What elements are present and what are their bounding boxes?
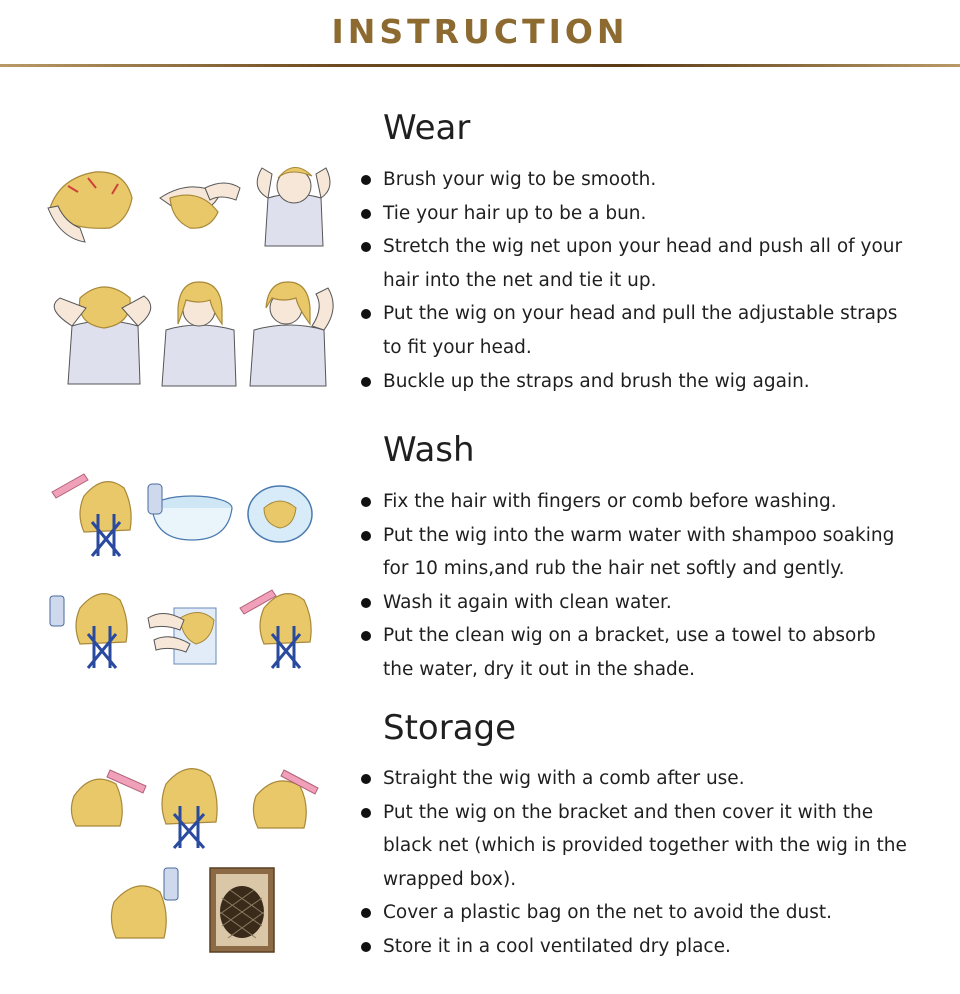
list-item: Tie your hair up to be a bun. [358,197,948,231]
list-item: Straight the wig with a comb after use. [358,762,948,796]
list-item: Store it in a cool ventilated dry place. [358,930,948,964]
list-item: Put the clean wig on a bracket, use a towel to absorb the water, dry it out in the shade. [358,619,948,686]
adjust-straps-figure-icon [250,282,333,386]
comb-wig-on-stand-icon [52,474,131,556]
list-item: Stretch the wig net upon your head and push all of your hair into the net and tie it up. [358,230,948,297]
dry-wig-on-stand-icon [240,590,311,668]
brush-wig-figure-icon [48,172,132,242]
wash-heading: Wash [383,430,475,470]
page-title: INSTRUCTION [331,12,629,51]
list-item: Brush your wig to be smooth. [358,163,948,197]
tie-bun-hands-icon [160,183,240,228]
storage-illustrations [70,756,330,956]
wear-steps-list [358,163,948,398]
list-item: Buckle up the straps and brush the wig again. [358,365,948,399]
storage-steps-list [358,762,948,964]
list-item: Put the wig into the warm water with shampoo soaking for 10 mins,and rub the hair net softly and gently. [358,519,948,586]
wear-illustrations [40,158,340,394]
comb-wig-icon [71,770,146,826]
wig-net-figure-icon [257,167,330,246]
hands-washing-icon [148,608,216,664]
hair-net-box-icon [210,868,274,952]
comb-wig-right-icon [253,770,318,828]
list-item: Fix the hair with fingers or comb before washing. [358,485,948,519]
water-basin-icon [148,484,232,540]
wig-on-bracket-icon [162,769,217,848]
wig-front-figure-icon [162,282,236,386]
spray-wig-on-stand-icon [50,594,127,668]
list-item: Put the wig on the bracket and then cover it with the black net (which is provided together with the wig in the wrapped box). [358,796,948,897]
storage-heading: Storage [383,708,517,748]
wash-illustrations [44,468,324,678]
spray-wig-icon [111,868,178,938]
list-item: Cover a plastic bag on the net to avoid the dust. [358,896,948,930]
list-item: Put the wig on your head and pull the adjustable straps to fit your head. [358,297,948,364]
list-item: Wash it again with clean water. [358,586,948,620]
wear-heading: Wear [383,108,471,148]
wash-steps-list [358,485,948,687]
title-divider [0,64,960,67]
wig-on-back-figure-icon [54,287,151,384]
soaking-wig-bowl-icon [248,486,312,542]
